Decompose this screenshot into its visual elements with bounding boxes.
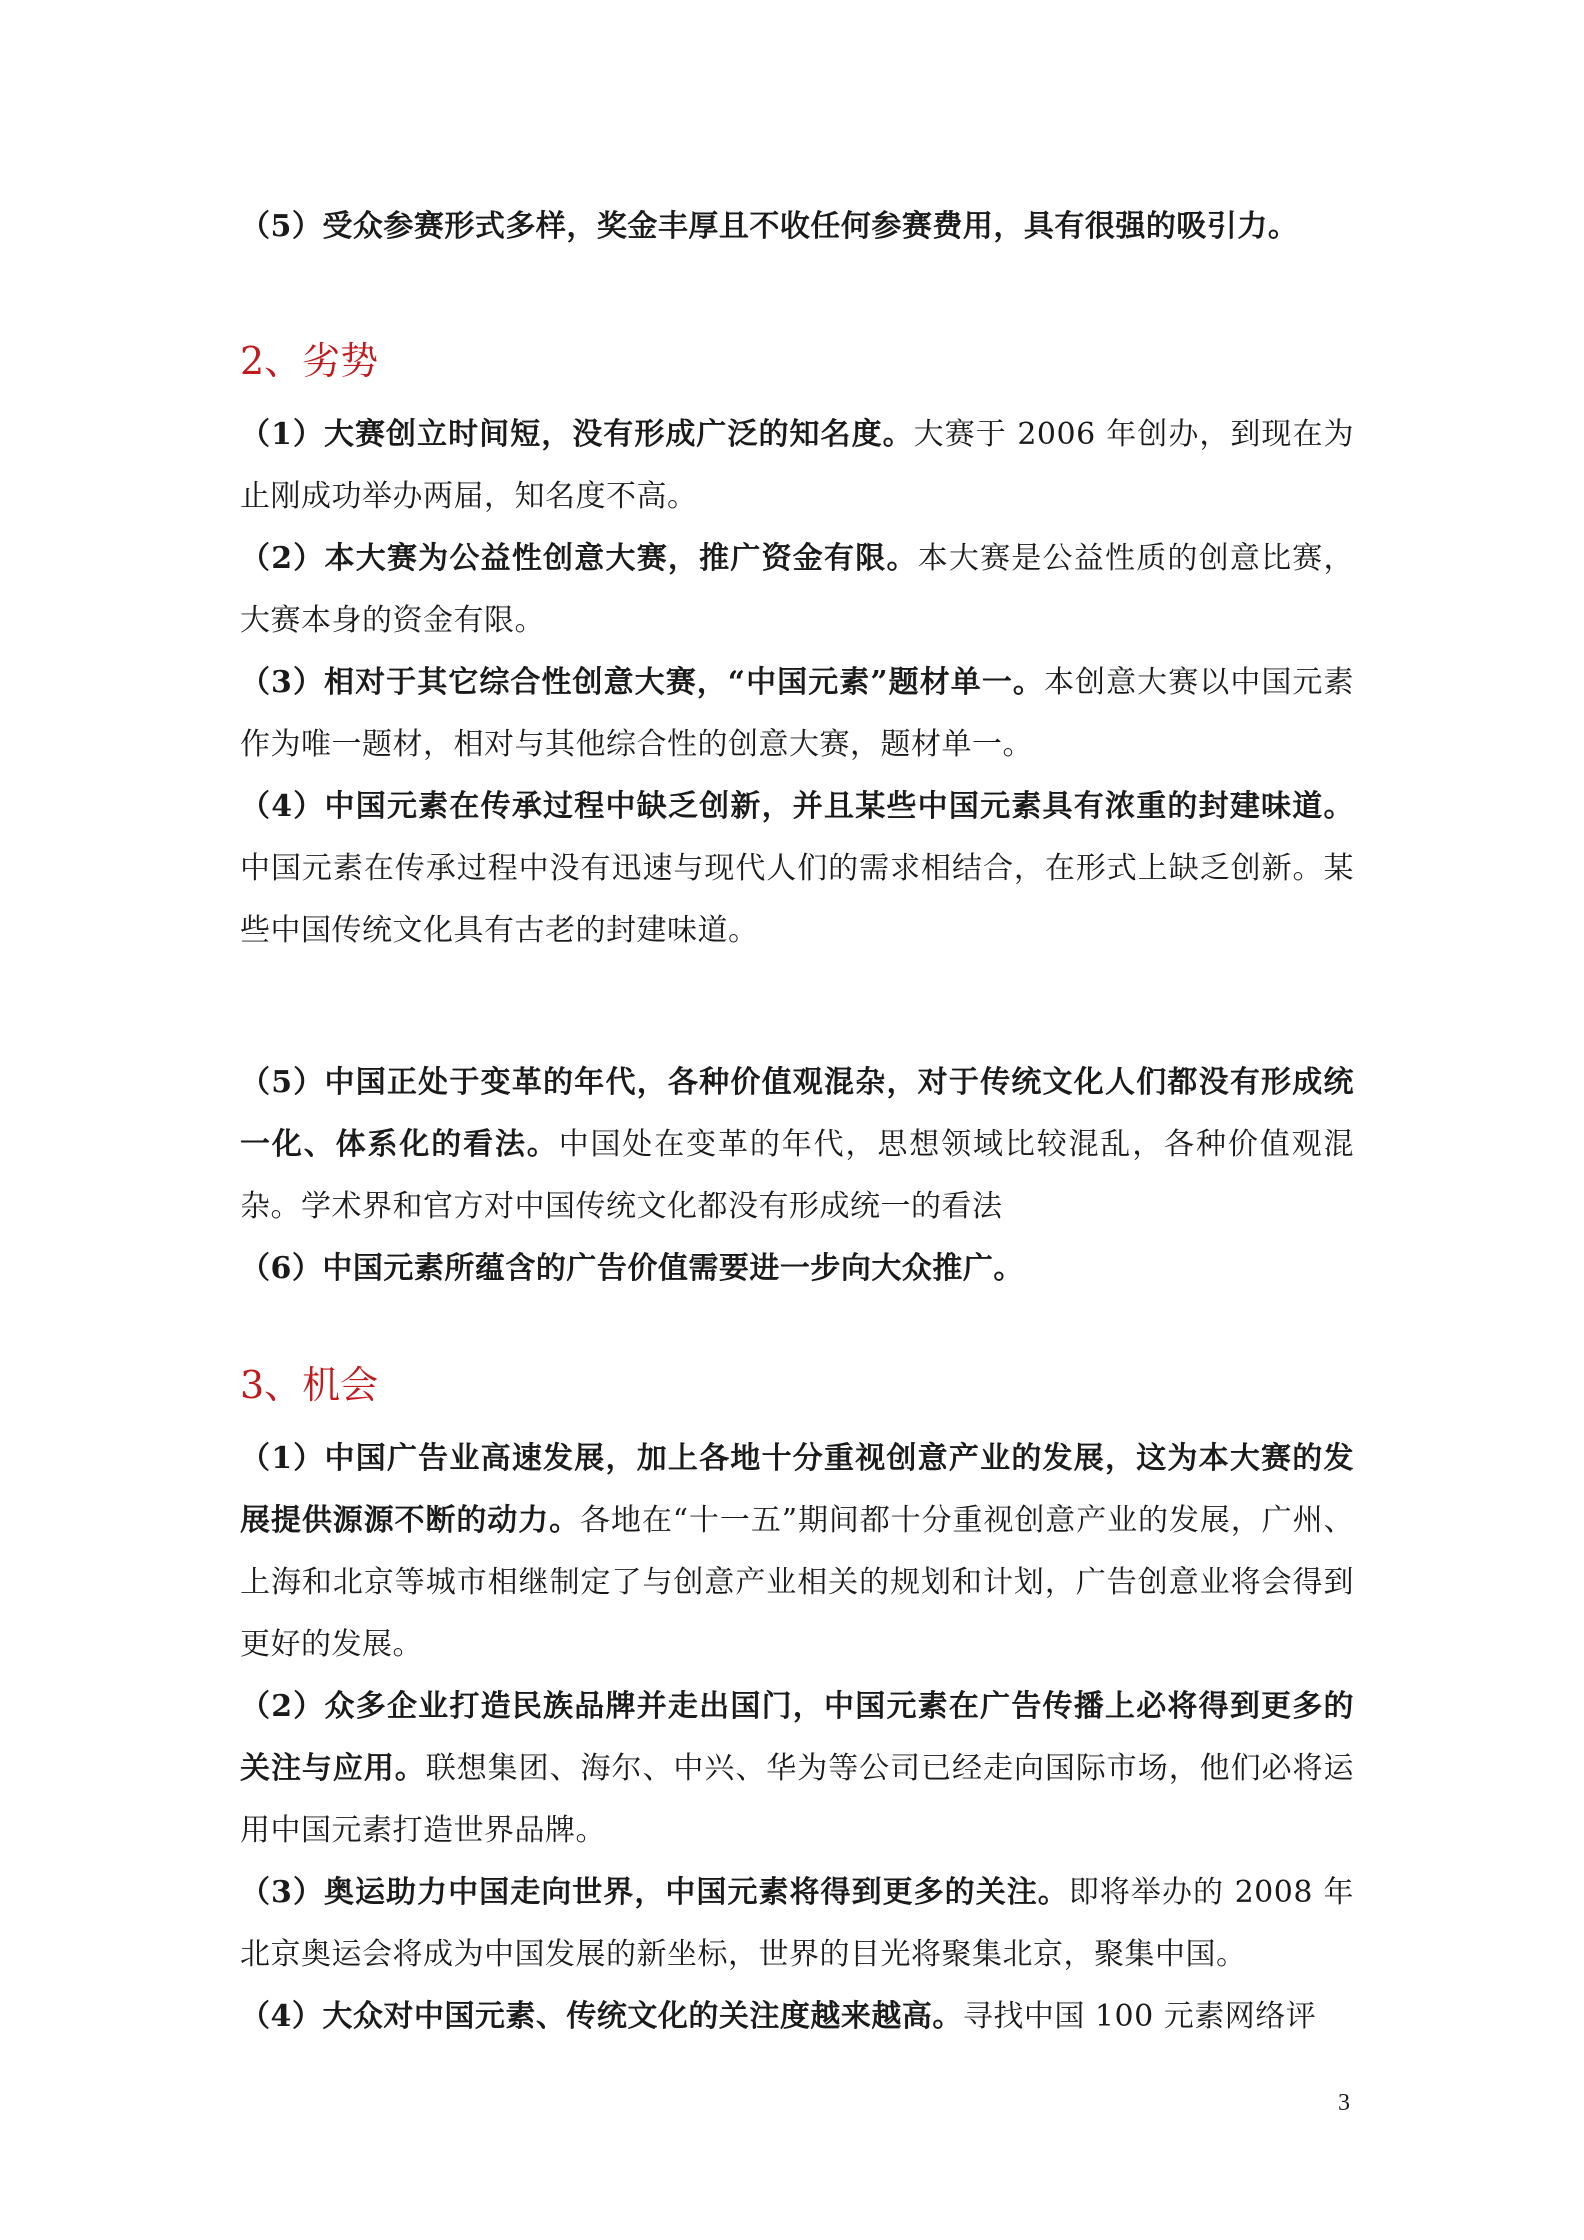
section-heading-weaknesses: 2、劣势: [240, 339, 379, 383]
opportunity-item-1: [240, 1428, 1354, 1676]
weakness-item-2: [240, 528, 1354, 652]
weakness-item-2-text: 本大赛是公益性质的创意比赛，大赛本身的资金有限。: [240, 541, 1355, 638]
weakness-item-5-text: 中国处在变革的年代，思想领域比较混乱，各种价值观混杂。学术界和官方对中国传统文化都没有形成统一的看法: [240, 1127, 1355, 1224]
weakness-item-4-bold: （4）中国元素在传承过程中缺乏创新，并且某些中国元素具有浓重的封建味道。: [240, 789, 1354, 824]
opportunity-item-2-text: 联想集团、海尔、中兴、华为等公司已经走向国际市场，他们必将运用中国元素打造世界品牌。: [240, 1751, 1355, 1848]
weakness-item-1-text: 大赛于 2006 年创办，到现在为止刚成功举办两届，知名度不高。: [240, 417, 1355, 514]
opportunity-item-2: [240, 1676, 1354, 1862]
weakness-item-3-text: 本创意大赛以中国元素作为唯一题材，相对与其他综合性的创意大赛，题材单一。: [240, 665, 1354, 762]
weakness-item-2-bold: （2）本大赛为公益性创意大赛，推广资金有限。: [240, 541, 918, 576]
weaknesses-list-continued: [240, 1052, 1354, 1300]
strength-item-5: [240, 196, 1354, 258]
opportunity-item-4-bold: （4）大众对中国元素、传统文化的关注度越来越高。: [240, 1999, 963, 2034]
opportunities-list: [240, 1428, 1354, 2048]
weakness-item-6: [240, 1238, 1354, 1300]
opportunity-item-1-bold: （1）中国广告业高速发展，加上各地十分重视创意产业的发展，这为本大赛的发展提供源源不断的动力。: [240, 1441, 1354, 1538]
weakness-item-5: [240, 1052, 1354, 1238]
opportunity-item-1-text: 各地在“十一五”期间都十分重视创意产业的发展，广州、上海和北京等城市相继制定了与创意产业相关的规划和计划，广告创意业将会得到更好的发展。: [240, 1503, 1354, 1662]
opportunity-item-3-bold: （3）奥运助力中国走向世界，中国元素将得到更多的关注。: [240, 1875, 1069, 1910]
section-heading-opportunities: 3、机会: [240, 1363, 379, 1407]
weakness-item-5-bold: （5）中国正处于变革的年代，各种价值观混杂，对于传统文化人们都没有形成统一化、体系化的看法。: [240, 1065, 1354, 1162]
weakness-item-1: [240, 404, 1354, 528]
opportunity-item-3-text: 即将举办的 2008 年北京奥运会将成为中国发展的新坐标，世界的目光将聚集北京，聚集中国。: [240, 1875, 1355, 1972]
weakness-item-3: [240, 652, 1354, 776]
weakness-item-4: [240, 776, 1354, 962]
weakness-item-6-bold: （6）中国元素所蕴含的广告价值需要进一步向大众推广。: [240, 1251, 1024, 1286]
opportunity-item-4: [240, 1986, 1354, 2048]
weaknesses-list: [240, 404, 1354, 962]
page-number: 3: [1338, 2090, 1350, 2116]
opportunity-item-4-text: 寻找中国 100 元素网络评: [962, 1999, 1317, 2034]
weakness-item-4-text: 中国元素在传承过程中没有迅速与现代人们的需求相结合，在形式上缺乏创新。某些中国传统文化具有古老的封建味道。: [240, 851, 1354, 948]
weakness-item-3-bold: （3）相对于其它综合性创意大赛，“中国元素”题材单一。: [240, 665, 1044, 700]
strength-item-5-bold: （5）受众参赛形式多样，奖金丰厚且不收任何参赛费用，具有很强的吸引力。: [240, 209, 1299, 244]
opportunity-item-2-bold: （2）众多企业打造民族品牌并走出国门，中国元素在广告传播上必将得到更多的关注与应用。: [240, 1689, 1354, 1786]
weakness-item-1-bold: （1）大赛创立时间短，没有形成广泛的知名度。: [240, 417, 914, 452]
opportunity-item-3: [240, 1862, 1354, 1986]
